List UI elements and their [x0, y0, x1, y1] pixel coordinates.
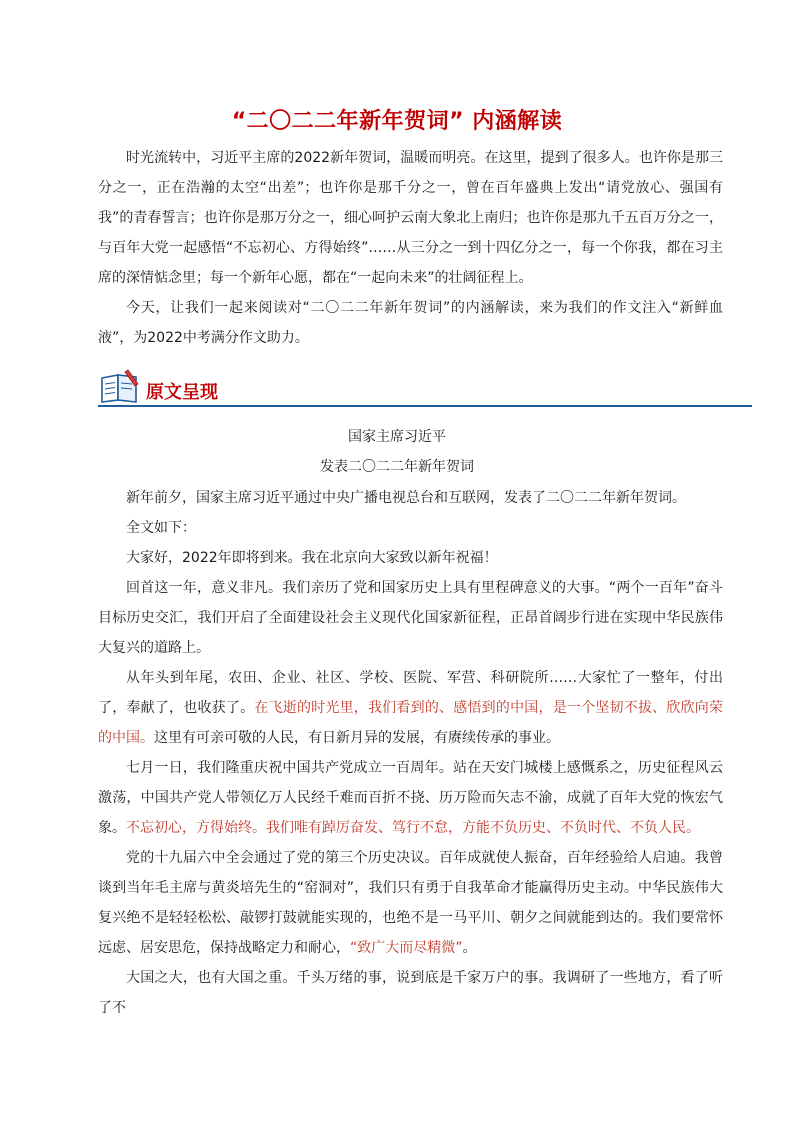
body-paragraph-6: [98, 753, 723, 843]
body-text-span: 党的十九届六中全会通过了党的第三个历史决议。百年成就使人振奋，百年经验给人启迪。我曾谈到当年毛主席与黄炎培先生的“窑洞对”，我们只有勇于自我革命才能赢得历史主动。中华民族伟大复兴绝不是轻轻松松、敲锣打鼓就能实现的，也绝不是一马平川、朝夕之间就能到达的。我们要常怀远虑、居安思危，保持战略定力和耐心，: [98, 850, 723, 956]
highlight-text: 不忘初心，方得始终。我们唯有踔厉奋发、笃行不怠，方能不负历史、不负时代、不负人民。: [126, 820, 700, 836]
speech-title: 发表二〇二二年新年贺词: [320, 459, 474, 475]
section-label: 原文呈现: [146, 382, 218, 403]
body-paragraph-4: 回首这一年，意义非凡。我们亲历了党和国家历史上具有里程碑意义的大事。“两个一百年”奋斗目标历史交汇，我们开启了全面建设社会主义现代化国家新征程，正昂首阔步行进在实现中华民族伟大复兴的道路上。: [98, 580, 723, 656]
speech-body: [98, 483, 723, 1023]
body-text-span: 从年头到年尾，农田、企业、社区、学校、医院、军营、科研院所……大家忙了一整年，付出了，奉献了，也收获了。: [98, 670, 723, 716]
body-text-span: 七月一日，我们隆重庆祝中国共产党成立一百周年。站在天安门城楼上感慨系之，历史征程风云激荡，中国共产党人带领亿万人民经千难而百折不挠、历万险而矢志不渝，成就了百年大党的恢宏气象。: [98, 760, 723, 836]
intro-section: [98, 143, 723, 353]
section-header: [98, 368, 752, 410]
body-paragraph-1: 新年前夕，国家主席习近平通过中央广播电视总台和互联网，发表了二〇二二年新年贺词。: [126, 490, 686, 506]
body-paragraph-3: 大家好，2022年即将到来。我在北京向大家致以新年祝福！: [126, 550, 498, 566]
body-text-span: 这里有可亲可敬的人民，有日新月异的发展，有赓续传承的事业。: [154, 730, 560, 746]
body-paragraph-5: [98, 663, 723, 753]
intro-paragraph-1: 时光流转中，习近平主席的2022新年贺词，温暖而明亮。在这里，提到了很多人。也许你是那三分之一，正在浩瀚的太空“出差”；也许你是那千分之一，曾在百年盛典上发出“请党放心、强国有我”的青春誓言；也许你是那万分之一，细心呵护云南大象北上南归；也许你是那九千五百万分之一，与百年大党一起感悟“不忘初心、方得始终”……从三分之一到十四亿分之一，每一个你我，都在习主席的深情惦念里；每一个新年心愿，都在“一起向未来”的壮阔征程上。: [98, 150, 723, 286]
book-pen-icon: [98, 368, 142, 404]
highlight-text: 在飞逝的时光里，我们看到的、感悟到的中国，是一个坚韧不拔、欣欣向荣的中国。: [98, 700, 724, 746]
body-paragraph-7: [98, 843, 723, 963]
body-paragraph-2: 全文如下：: [126, 520, 196, 536]
highlight-text: “致广大而尽精微”: [350, 940, 463, 956]
body-text-span: 。: [462, 940, 477, 956]
section-divider: [98, 405, 752, 407]
page-title: “二〇二二年新年贺词” 内涵解读: [231, 109, 563, 134]
intro-paragraph-2: 今天，让我们一起来阅读对“二〇二二年新年贺词”的内涵解读，来为我们的作文注入“新鲜血液”，为2022中考满分作文助力。: [98, 300, 723, 346]
body-paragraph-8: 大国之大，也有大国之重。千头万绪的事，说到底是千家万户的事。我调研了一些地方，看了听了不: [98, 970, 723, 1016]
speaker-line: 国家主席习近平: [348, 429, 446, 445]
